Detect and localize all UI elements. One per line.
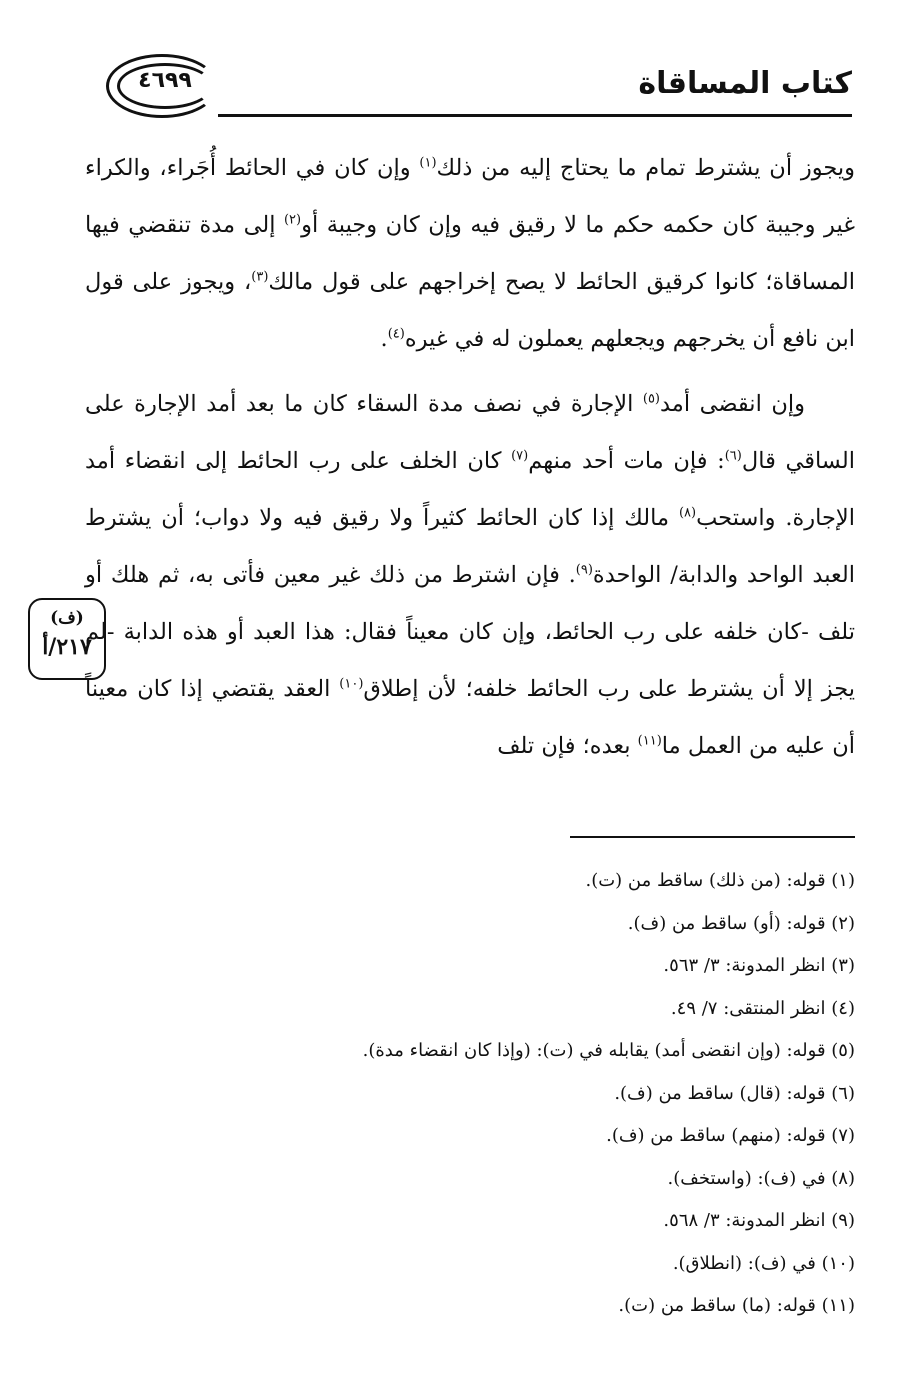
footnote-ref: (١١) bbox=[637, 733, 662, 749]
footnotes bbox=[200, 860, 855, 1328]
footnote: (٣) انظر المدونة: ٣/ ٥٦٣. bbox=[663, 955, 855, 976]
footnote-separator bbox=[570, 836, 855, 838]
text-segment: مالك إذا كان الحائط كثيراً ولا رقيق فيه ولا دواب؛ أن يشترط العبد الواحد والدابة/ الواحدة bbox=[85, 505, 855, 588]
text-segment: وإن انقضى أمد bbox=[660, 391, 805, 417]
footnote: (١٠) في (ف): (انطلاق). bbox=[672, 1252, 855, 1274]
main-text bbox=[85, 140, 855, 775]
footnote: (٢) قوله: (أو) ساقط من (ف). bbox=[627, 912, 855, 934]
footnote-ref: (٧) bbox=[511, 448, 529, 464]
text-segment: : فإن مات أحد منهم bbox=[528, 448, 725, 474]
text-segment: ويجوز أن يشترط تمام ما يحتاج إليه من ذلك bbox=[436, 155, 855, 181]
footnote-ref: (١) bbox=[419, 155, 437, 171]
footnote: (٧) قوله: (منهم) ساقط من (ف). bbox=[606, 1125, 855, 1146]
manuscript-siglum: (ف) bbox=[50, 608, 84, 628]
footnote-ref: (٨) bbox=[678, 505, 697, 521]
book-title: كتاب المساقاة bbox=[638, 66, 852, 101]
text-segment: وإن كان في الحائط أُجَراء، والكراء غير وجيبة كان حكمه حكم ما لا رقيق فيه وإن كان وجيبة أو bbox=[85, 155, 856, 238]
paragraph-2 bbox=[85, 376, 855, 775]
text-segment: العقد يقتضي إذا كان معيناً أن عليه من العمل ما bbox=[85, 676, 855, 759]
footnote-ref: (٦) bbox=[724, 448, 742, 464]
paragraph-1 bbox=[85, 140, 855, 368]
footnote-ref: (٤) bbox=[387, 326, 405, 342]
footnote: (٤) انظر المنتقى: ٧/ ٤٩. bbox=[670, 997, 855, 1019]
text-segment: كان الخلف على رب الحائط إلى انقضاء أمد الإجارة. واستحب bbox=[85, 448, 856, 531]
footnote-ref: (٥) bbox=[642, 391, 660, 407]
text-segment: ، ويجوز على قول ابن نافع أن يخرجهم ويجعلهم يعملون له في غيره bbox=[85, 269, 855, 352]
footnote: (٥) قوله: (وإن انقضى أمد) يقابله في (ت): (وإذا كان انقضاء مدة). bbox=[362, 1040, 855, 1061]
footnote-ref: (٢) bbox=[283, 212, 302, 228]
text-segment: بعده؛ فإن تلف bbox=[497, 733, 638, 759]
footnote: (١) قوله: (من ذلك) ساقط من (ت). bbox=[585, 870, 855, 891]
text-segment: . فإن اشترط من ذلك غير معين فأتى به، ثم هلك أو تلف -كان خلفه على رب الحائط، وإن كان معيناً فقال: هذا العبد أو هذه الدابة -لم يجز إلا أن يشترط على رب الحائط خلفه؛ لأن إطلاق bbox=[85, 562, 855, 702]
footnote: (٨) في (ف): (واستخف). bbox=[667, 1167, 855, 1189]
footnote-ref: (١٠) bbox=[339, 676, 364, 692]
text-segment: . bbox=[380, 326, 388, 352]
page-number: ٤٦٩٩ bbox=[138, 68, 192, 93]
footnote-ref: (٣) bbox=[251, 269, 269, 285]
footnote: (١١) قوله: (ما) ساقط من (ت). bbox=[618, 1295, 855, 1316]
footnote: (٦) قوله: (قال) ساقط من (ف). bbox=[614, 1082, 855, 1104]
manuscript-margin-note bbox=[28, 598, 106, 680]
folio-reference: ٢١٧/أ bbox=[42, 634, 92, 660]
footnote: (٩) انظر المدونة: ٣/ ٥٦٨. bbox=[663, 1210, 855, 1231]
text-segment: إلى مدة تنقضي فيها المساقاة؛ كانوا كرقيق الحائط لا يصح إخراجهم على قول مالك bbox=[85, 212, 855, 295]
page-header bbox=[100, 52, 852, 124]
footnote-ref: (٩) bbox=[575, 562, 593, 578]
header-rule bbox=[218, 114, 852, 117]
text-segment: الإجارة في نصف مدة السقاء كان ما بعد أمد الإجارة على الساقي قال bbox=[85, 391, 855, 474]
